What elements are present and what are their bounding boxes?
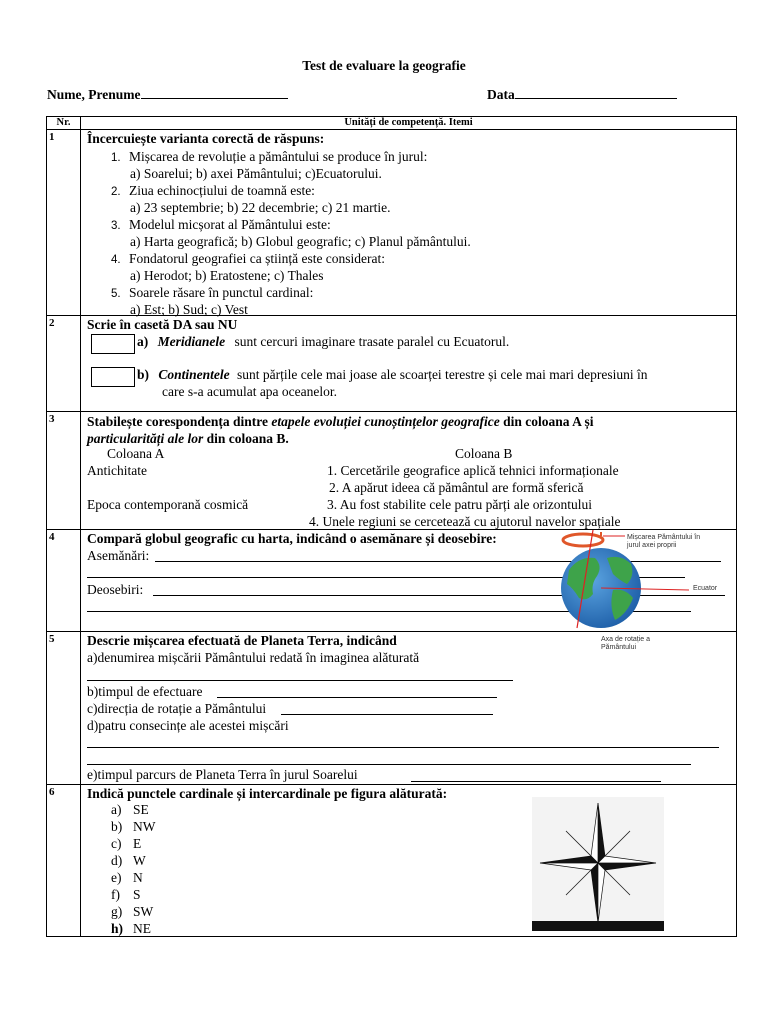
figure-label-motion: Mișcarea Pământului în jurul axei proprii xyxy=(627,534,701,549)
column-b-item[interactable]: 4. Unele regiuni se cercetează cu ajutorul navelor spațiale xyxy=(309,514,621,529)
item-label: e) xyxy=(111,870,122,885)
name-blank[interactable] xyxy=(141,98,288,99)
item-label: d) xyxy=(111,853,123,868)
answer-box-b[interactable] xyxy=(91,367,135,387)
column-a-header: Coloana A xyxy=(107,446,165,461)
list-item xyxy=(111,217,331,233)
prompt-text: Stabilește corespondența dintre xyxy=(87,414,272,429)
test-table xyxy=(46,116,737,937)
column-b-header: Coloana B xyxy=(455,446,513,461)
q6-prompt: Indică punctele cardinale și intercardinale pe figura alăturată: xyxy=(87,786,448,801)
item-options[interactable]: a) Harta geografică; b) Globul geografic; c) Planul pământului. xyxy=(130,234,471,249)
q2-statement-a xyxy=(137,334,509,350)
answer-line[interactable] xyxy=(87,747,719,748)
item-text: Modelul micșorat al Pământului este: xyxy=(129,217,331,232)
prompt-italic: etapele evoluției cunoștințelor geografice xyxy=(271,414,500,429)
differences-label: Deosebiri: xyxy=(87,582,144,597)
item-number: 2. xyxy=(111,186,121,198)
question-row-2 xyxy=(47,316,737,412)
prompt-text: din coloana B. xyxy=(203,431,289,446)
column-b-item[interactable]: 2. A apărut ideea că pământul are formă sferică xyxy=(329,480,584,495)
item-options[interactable]: a) 23 septembrie; b) 22 decembrie; c) 21 martie. xyxy=(130,200,391,215)
figure-label-axis: Axa de rotație a Pământului xyxy=(601,636,651,651)
item-number: 1. xyxy=(111,152,121,164)
q5-item-a: a)denumirea mișcării Pământului redată în imaginea alăturată xyxy=(87,650,420,665)
date-field[interactable] xyxy=(487,87,677,103)
list-item[interactable] xyxy=(111,870,143,886)
q3-prompt-line1 xyxy=(87,414,594,430)
item-number: 5. xyxy=(111,288,121,300)
question-number: 4 xyxy=(49,531,55,543)
prompt-italic: particularități ale lor xyxy=(87,431,204,446)
item-label: g) xyxy=(111,904,123,919)
list-item[interactable] xyxy=(111,819,156,835)
q2-prompt: Scrie în casetă DA sau NU xyxy=(87,317,238,332)
q1-prompt: Încercuiește varianta corectă de răspuns: xyxy=(87,131,325,146)
question-number: 3 xyxy=(49,413,55,425)
item-value: W xyxy=(133,853,146,868)
item-value: E xyxy=(133,836,142,851)
item-number: 4. xyxy=(111,254,121,266)
item-value: NW xyxy=(133,819,156,834)
q5-item-e: e)timpul parcurs de Planeta Terra în jurul Soarelui xyxy=(87,767,358,782)
answer-line[interactable] xyxy=(217,697,497,698)
col-items-header: Unități de competență. Itemi xyxy=(81,117,737,130)
column-a-item[interactable]: Antichitate xyxy=(87,463,147,478)
item-options[interactable]: a) Est; b) Sud; c) Vest xyxy=(130,302,248,317)
question-row-6 xyxy=(47,785,737,937)
statement-term: Continentele xyxy=(158,367,230,382)
column-b-item[interactable]: 1. Cercetările geografice aplică tehnici informaționale xyxy=(327,463,619,478)
list-item[interactable] xyxy=(111,802,149,818)
prompt-text: din coloana A și xyxy=(499,414,594,429)
date-blank[interactable] xyxy=(515,98,677,99)
item-label: h) xyxy=(111,921,124,936)
column-a-item[interactable]: Epoca contemporană cosmică xyxy=(87,497,249,512)
item-value: N xyxy=(133,870,143,885)
compass-rose-figure xyxy=(532,797,664,931)
name-field[interactable] xyxy=(47,87,288,103)
item-text: Mișcarea de revoluție a pământului se produce în jurul: xyxy=(129,149,428,164)
q3-prompt-line2 xyxy=(87,431,289,447)
item-options[interactable]: a) Herodot; b) Eratostene; c) Thales xyxy=(130,268,324,283)
table-header-row xyxy=(47,117,737,130)
statement-label: b) xyxy=(137,367,150,382)
globe-figure xyxy=(521,528,737,651)
item-label: b) xyxy=(111,819,123,834)
item-text: Ziua echinocțiului de toamnă este: xyxy=(129,183,315,198)
q5-item-b: b)timpul de efectuare xyxy=(87,684,203,699)
figure-label-equator: Ecuator xyxy=(693,585,718,592)
col-nr-header: Nr. xyxy=(47,117,81,130)
compass-rose-icon xyxy=(532,797,664,931)
question-number: 1 xyxy=(49,131,55,143)
item-value: SE xyxy=(133,802,149,817)
page-title: Test de evaluare la geografie xyxy=(302,58,466,73)
list-item[interactable] xyxy=(111,921,151,937)
answer-line[interactable] xyxy=(411,781,661,782)
q5-item-d: d)patru consecințe ale acestei mișcări xyxy=(87,718,289,733)
list-item[interactable] xyxy=(111,853,146,869)
date-label: Data xyxy=(487,87,515,102)
item-value: S xyxy=(133,887,141,902)
question-row-5 xyxy=(47,632,737,785)
answer-box-a[interactable] xyxy=(91,334,135,354)
item-options[interactable]: a) Soarelui; b) axei Pământului; c)Ecuatorului. xyxy=(130,166,382,181)
answer-line[interactable] xyxy=(281,714,493,715)
list-item xyxy=(111,183,315,199)
q5-item-c: c)direcția de rotație a Pământului xyxy=(87,701,267,716)
statement-label: a) xyxy=(137,334,149,349)
column-b-item[interactable]: 3. Au fost stabilite cele patru părți ale orizontului xyxy=(327,497,593,512)
item-value: SW xyxy=(133,904,154,919)
question-number: 6 xyxy=(49,786,55,798)
answer-line[interactable] xyxy=(87,680,513,681)
item-value: NE xyxy=(133,921,151,936)
statement-text: sunt părțile cele mai joase ale scoarței terestre și cele mai mari depresiuni în xyxy=(237,367,648,382)
item-text: Soarele răsare în punctul cardinal: xyxy=(129,285,314,300)
question-number: 2 xyxy=(49,317,55,329)
list-item[interactable] xyxy=(111,904,154,920)
list-item xyxy=(111,251,386,267)
answer-line[interactable] xyxy=(87,764,691,765)
name-label: Nume, Prenume xyxy=(47,87,141,102)
list-item xyxy=(111,149,428,165)
statement-term: Meridianele xyxy=(157,334,226,349)
question-number: 5 xyxy=(49,633,55,645)
item-label: c) xyxy=(111,836,122,851)
similarities-label: Asemănări: xyxy=(87,548,150,563)
list-item[interactable] xyxy=(111,887,141,903)
question-row-4 xyxy=(47,530,737,632)
list-item xyxy=(111,285,314,301)
question-row-3 xyxy=(47,412,737,530)
item-text: Fondatorul geografiei ca știință este considerat: xyxy=(129,251,386,266)
question-row-1 xyxy=(47,130,737,316)
q4-prompt: Compară globul geografic cu harta, indicând o asemănare și deosebire: xyxy=(87,531,497,546)
list-item[interactable] xyxy=(111,836,142,852)
item-label: f) xyxy=(111,887,120,902)
item-number: 3. xyxy=(111,220,121,232)
q2-statement-b xyxy=(137,367,647,383)
statement-text: sunt cercuri imaginare trasate paralel cu Ecuatorul. xyxy=(234,334,510,349)
q5-prompt: Descrie mișcarea efectuată de Planeta Terra, indicând xyxy=(87,633,397,648)
item-label: a) xyxy=(111,802,122,817)
statement-text-cont: care s-a acumulat apa oceanelor. xyxy=(162,384,338,399)
